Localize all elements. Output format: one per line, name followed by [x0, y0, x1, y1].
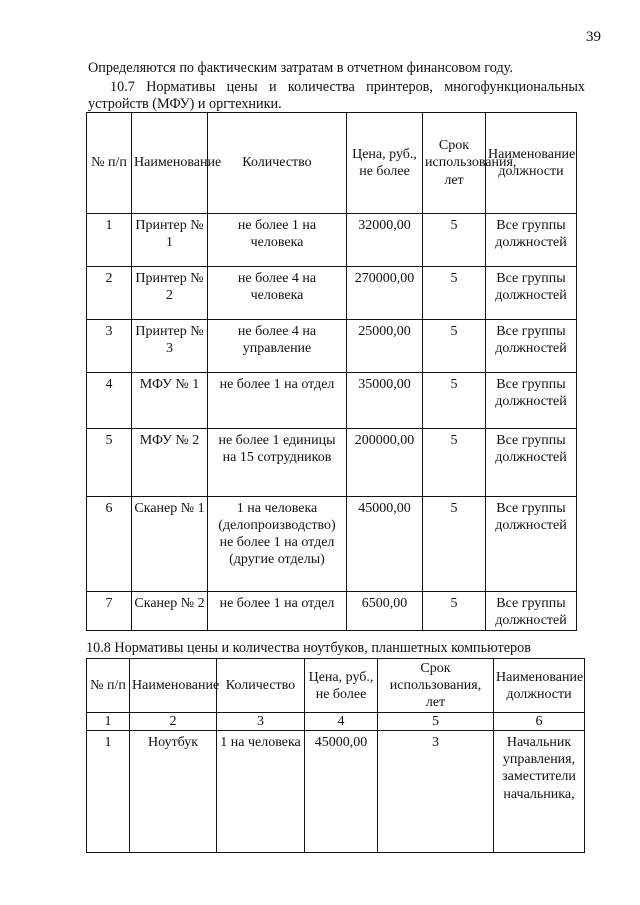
cell-position: Все группы должностей: [486, 267, 577, 320]
column-number: 2: [130, 713, 217, 731]
cell-position: Начальник управления, заместители начальника,: [494, 731, 585, 853]
cell-name: Сканер № 2: [132, 592, 208, 631]
table-row: [87, 267, 577, 320]
cell-price: 45000,00: [305, 731, 378, 853]
cell-quantity: не более 1 на отдел: [208, 592, 347, 631]
cell-position: Все группы должностей: [486, 429, 577, 497]
header-price: Цена, руб., не более: [347, 113, 423, 214]
header-term: Срок использования, лет: [378, 659, 494, 713]
cell-position: Все группы должностей: [486, 214, 577, 267]
header-position: Наименование должности: [494, 659, 585, 713]
cell-number: 7: [87, 592, 132, 631]
column-number: 5: [378, 713, 494, 731]
table-row: [87, 497, 577, 592]
section-10-7-text: 10.7 Нормативы цены и количества принтеров, многофункциональных устройств (МФУ) и оргтехники.: [88, 79, 585, 113]
cell-price: 6500,00: [347, 592, 423, 631]
header-term: Срок использования, лет: [423, 113, 486, 214]
cell-term: 5: [423, 320, 486, 373]
cell-number: 1: [87, 731, 130, 853]
cell-quantity: не более 4 на управление: [208, 320, 347, 373]
cell-term: 5: [423, 592, 486, 631]
cell-number: 5: [87, 429, 132, 497]
table-row: [87, 592, 577, 631]
cell-position: Все группы должностей: [486, 497, 577, 592]
column-number: 6: [494, 713, 585, 731]
header-number: № п/п: [87, 113, 132, 214]
cell-term: 5: [423, 497, 486, 592]
cell-term: 3: [378, 731, 494, 853]
cell-price: 200000,00: [347, 429, 423, 497]
cell-term: 5: [423, 267, 486, 320]
cell-quantity: 1 на человека (делопроизводство) не более 1 на отдел (другие отделы): [208, 497, 347, 592]
cell-quantity: не более 4 на человека: [208, 267, 347, 320]
table-row: [87, 373, 577, 429]
cell-price: 32000,00: [347, 214, 423, 267]
cell-number: 6: [87, 497, 132, 592]
laptops-norms-table: [86, 658, 585, 853]
table-row: [87, 320, 577, 373]
table-header-row: [87, 113, 577, 214]
header-name: Наименование: [130, 659, 217, 713]
cell-price: 35000,00: [347, 373, 423, 429]
cell-position: Все группы должностей: [486, 320, 577, 373]
cell-number: 1: [87, 214, 132, 267]
header-quantity: Количество: [208, 113, 347, 214]
cell-name: МФУ № 1: [132, 373, 208, 429]
cell-term: 5: [423, 429, 486, 497]
cell-name: МФУ № 2: [132, 429, 208, 497]
cell-number: 4: [87, 373, 132, 429]
column-number-row: [87, 713, 585, 731]
header-position: Наименование должности: [486, 113, 577, 214]
column-number: 1: [87, 713, 130, 731]
intro-line: Определяются по фактическим затратам в отчетном финансовом году.: [88, 60, 513, 76]
header-price: Цена, руб., не более: [305, 659, 378, 713]
cell-position: Все группы должностей: [486, 373, 577, 429]
cell-name: Принтер № 1: [132, 214, 208, 267]
cell-quantity: не более 1 на отдел: [208, 373, 347, 429]
page-number: 39: [586, 29, 601, 45]
cell-name: Ноутбук: [130, 731, 217, 853]
cell-price: 45000,00: [347, 497, 423, 592]
cell-term: 5: [423, 214, 486, 267]
table-row: [87, 429, 577, 497]
header-number: № п/п: [87, 659, 130, 713]
table-row: [87, 214, 577, 267]
header-name: Наименование: [132, 113, 208, 214]
cell-price: 270000,00: [347, 267, 423, 320]
table-header-row: [87, 659, 585, 713]
cell-term: 5: [423, 373, 486, 429]
cell-name: Сканер № 1: [132, 497, 208, 592]
cell-quantity: 1 на человека: [217, 731, 305, 853]
cell-quantity: не более 1 единицы на 15 сотрудников: [208, 429, 347, 497]
cell-number: 2: [87, 267, 132, 320]
cell-name: Принтер № 3: [132, 320, 208, 373]
section-10-7-title: [88, 79, 585, 114]
cell-quantity: не более 1 на человека: [208, 214, 347, 267]
column-number: 4: [305, 713, 378, 731]
section-10-8-title: 10.8 Нормативы цены и количества ноутбуков, планшетных компьютеров: [86, 640, 531, 656]
column-number: 3: [217, 713, 305, 731]
cell-number: 3: [87, 320, 132, 373]
cell-price: 25000,00: [347, 320, 423, 373]
table-row: [87, 731, 585, 853]
header-quantity: Количество: [217, 659, 305, 713]
cell-position: Все группы должностей: [486, 592, 577, 631]
printers-norms-table: [86, 112, 577, 631]
cell-name: Принтер № 2: [132, 267, 208, 320]
